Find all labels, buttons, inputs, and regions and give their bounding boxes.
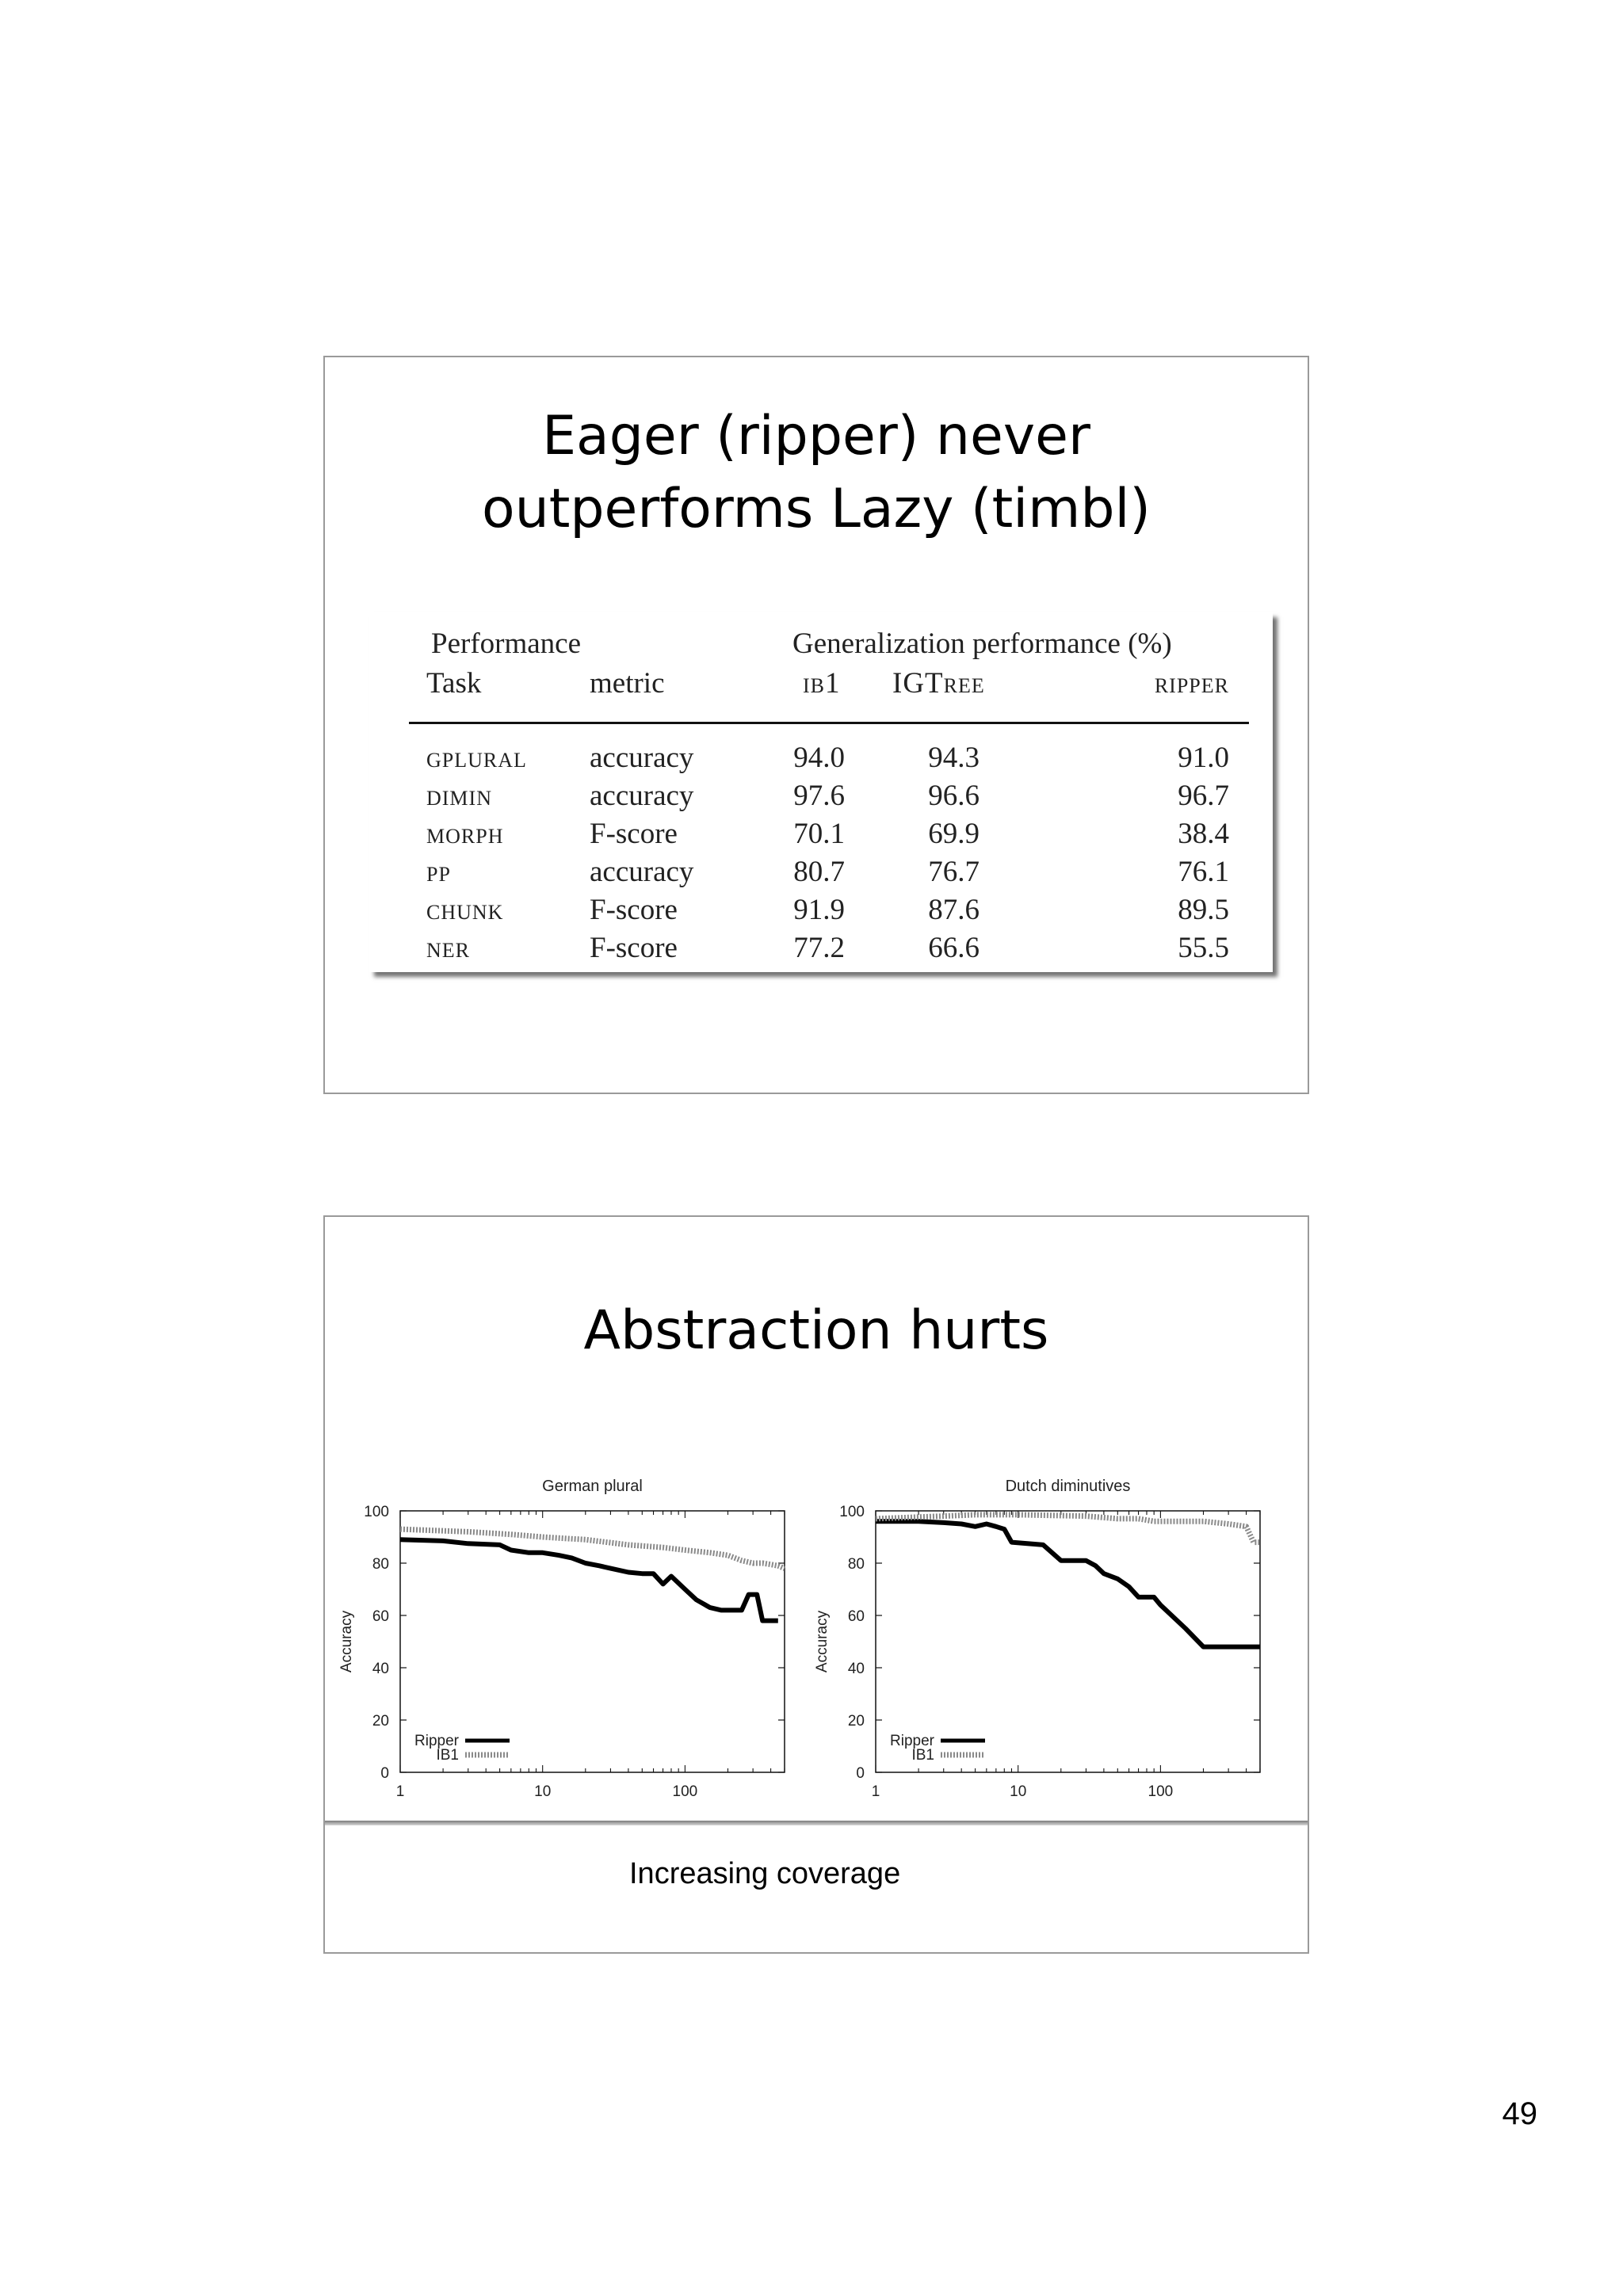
row-ripper: 38.4 xyxy=(1178,818,1229,850)
row-metric: F-score xyxy=(590,932,678,964)
row-task: pp xyxy=(426,856,451,888)
series-line-ripper xyxy=(400,1539,778,1620)
german-plural-chart xyxy=(325,1467,800,1816)
row-ib1: 70.1 xyxy=(793,818,845,850)
row-metric: accuracy xyxy=(590,742,694,774)
legend-label: Ripper xyxy=(890,1733,934,1749)
y-axis-label: Accuracy xyxy=(814,1610,831,1673)
row-ripper: 89.5 xyxy=(1178,894,1229,926)
x-tick-label: 100 xyxy=(672,1783,698,1800)
chart-svg xyxy=(800,1467,1276,1816)
row-metric: accuracy xyxy=(590,780,694,812)
y-tick-label: 0 xyxy=(380,1765,389,1782)
row-ib1: 94.0 xyxy=(793,742,845,774)
x-tick-label: 10 xyxy=(534,1783,552,1800)
row-igtree: 94.3 xyxy=(928,742,980,774)
legend-label: IB1 xyxy=(436,1747,459,1764)
series-line-ib1 xyxy=(876,1515,1260,1543)
row-task: morph xyxy=(426,818,504,850)
row-igtree: 76.7 xyxy=(928,856,980,888)
chart-title: German plural xyxy=(542,1478,643,1495)
header-metric-line-1: Performance xyxy=(431,627,582,660)
chart-svg xyxy=(325,1467,800,1816)
caption: Increasing coverage xyxy=(629,1857,901,1890)
row-task: gplural xyxy=(426,742,527,774)
y-tick-label: 60 xyxy=(372,1608,389,1625)
row-task: chunk xyxy=(426,894,504,926)
y-axis-label: Accuracy xyxy=(338,1610,355,1673)
row-ripper: 55.5 xyxy=(1178,932,1229,964)
row-ripper: 76.1 xyxy=(1178,856,1229,888)
header-generalization: Generalization performance (%) xyxy=(792,627,1172,660)
slide-1 xyxy=(323,356,1309,1094)
y-tick-label: 80 xyxy=(847,1556,865,1573)
header-igtree: IGTree xyxy=(892,667,985,700)
x-tick-label: 1 xyxy=(395,1783,405,1800)
x-tick-label: 1 xyxy=(871,1783,880,1800)
y-tick-label: 60 xyxy=(847,1608,865,1625)
y-tick-label: 40 xyxy=(847,1661,865,1677)
y-tick-label: 100 xyxy=(839,1504,865,1520)
row-ripper: 91.0 xyxy=(1178,742,1229,774)
row-igtree: 96.6 xyxy=(928,780,980,812)
y-tick-label: 80 xyxy=(372,1556,389,1573)
legend-label: Ripper xyxy=(414,1733,459,1749)
page-number: 49 xyxy=(1502,2096,1537,2131)
row-igtree: 87.6 xyxy=(928,894,980,926)
header-metric-line-2: metric xyxy=(590,667,665,700)
slide-1-title-line-1: Eager (ripper) never xyxy=(542,405,1090,467)
y-tick-label: 20 xyxy=(372,1713,389,1730)
y-tick-label: 0 xyxy=(856,1765,865,1782)
row-task: dimin xyxy=(426,780,492,812)
row-igtree: 69.9 xyxy=(928,818,980,850)
row-metric: F-score xyxy=(590,818,678,850)
row-metric: F-score xyxy=(590,894,678,926)
header-task: Task xyxy=(426,667,482,700)
table-rule xyxy=(409,722,1249,724)
row-ib1: 91.9 xyxy=(793,894,845,926)
header-ripper: ripper xyxy=(1154,667,1229,700)
chart-title: Dutch diminutives xyxy=(1005,1478,1131,1495)
chart-shelf-shadow xyxy=(325,1821,1308,1825)
row-ib1: 80.7 xyxy=(793,856,845,888)
slide-1-title xyxy=(325,400,1308,546)
slide-2 xyxy=(323,1215,1309,1954)
y-tick-label: 100 xyxy=(364,1504,389,1520)
row-metric: accuracy xyxy=(590,856,694,888)
row-igtree: 66.6 xyxy=(928,932,980,964)
series-line-ripper xyxy=(876,1521,1260,1646)
slide-2-title: Abstraction hurts xyxy=(583,1299,1049,1362)
row-ib1: 97.6 xyxy=(793,780,845,812)
x-tick-label: 10 xyxy=(1010,1783,1027,1800)
row-ripper: 96.7 xyxy=(1178,780,1229,812)
dutch-diminutives-chart xyxy=(800,1467,1276,1816)
y-tick-label: 40 xyxy=(372,1661,389,1677)
header-ib1: ib1 xyxy=(803,667,841,700)
slide-1-title-line-2: outperforms Lazy (timbl) xyxy=(482,478,1151,540)
y-tick-label: 20 xyxy=(847,1713,865,1730)
row-ib1: 77.2 xyxy=(793,932,845,964)
row-task: ner xyxy=(426,932,470,964)
x-tick-label: 100 xyxy=(1148,1783,1174,1800)
results-table xyxy=(369,612,1273,972)
legend-label: IB1 xyxy=(911,1747,934,1764)
